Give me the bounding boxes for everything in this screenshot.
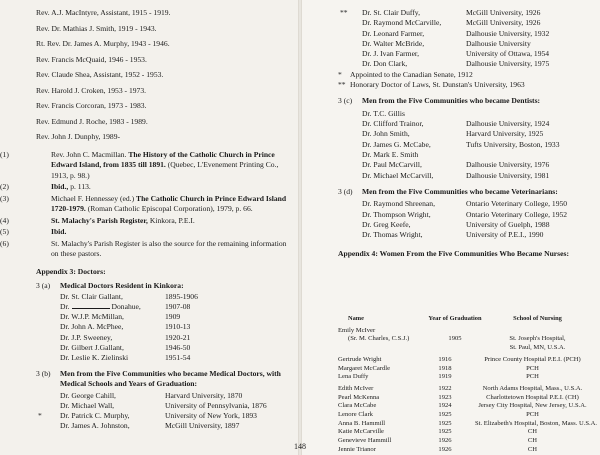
nurse-name: Emily McIver [338, 326, 376, 334]
nursing-school: PCH [526, 373, 539, 381]
table-row [338, 411, 590, 420]
nurse-name: Katie McCarville [338, 428, 384, 436]
table-row [338, 327, 590, 336]
nurse-name: Lena Duffy [338, 373, 369, 381]
list-item: Dr. Michael McCarvill, Dalhousie University, 1981 [362, 170, 550, 180]
section-label: 3 (d) [338, 186, 353, 196]
table-header [338, 315, 590, 324]
section-label: 3 (b) [36, 368, 51, 378]
nursing-school: Charlottetown Hospital P.E.I. (CH) [486, 393, 579, 401]
list-item: Dr. Gilbert J.Gallant, 1946-50 [60, 342, 191, 352]
footnote-title: St. Malachy's Parish Register, [51, 215, 148, 225]
table-row [338, 428, 590, 437]
nursing-school: St. Paul, MN, U.S.A. [509, 344, 566, 352]
pastor-entry: Rev. Claude Shea, Assistant, 1952 - 1953. [36, 70, 164, 79]
column-header: School of Nursing [513, 315, 562, 322]
column-header: Year of Graduation [428, 315, 482, 322]
graduation-year: 1918 [438, 364, 452, 372]
nursing-school: CH [527, 437, 538, 445]
nursing-school: PCH [526, 364, 539, 372]
list-item: Dr. W.J.P. McMillan, 1909 [60, 312, 181, 322]
section-3a-heading [36, 281, 291, 292]
footnote [0, 216, 291, 227]
table-row [338, 335, 590, 344]
left-column [0, 8, 291, 432]
list-item: ** Dr. St. Clair Duffy, McGill University, 1926 [340, 8, 541, 17]
nursing-school: North Adams Hospital, Mass., U.S.A. [482, 384, 583, 392]
graduation-year: 1926 [438, 437, 452, 445]
list-item: Dr. Donahue, 1907-08 [60, 301, 191, 311]
dentists-list [338, 109, 588, 181]
graduation-year: 1916 [438, 355, 452, 363]
section-label: 3 (a) [36, 281, 51, 290]
graduation-year: 1925 [438, 411, 452, 419]
footnote-number: (2) [0, 182, 9, 191]
column-header: Name [348, 315, 364, 322]
footnote [0, 227, 291, 238]
list-item: Dr. St. Clair Gallant, 1895-1906 [60, 291, 198, 301]
section-3c-heading [338, 96, 588, 107]
footnote-text: Michael F. Hennessey (ed.) [51, 193, 137, 203]
nurse-name: Anna B. Hammill [338, 419, 386, 427]
pastor-entry: Rev. Francis Corcoran, 1973 - 1983. [36, 101, 147, 110]
footnote-text: Rev. John C. Macmillan. [51, 149, 129, 159]
graduation-year: 1919 [438, 373, 452, 381]
table-row [338, 365, 590, 374]
pastor-entry: Rev. Dr. Mathias J. Smith, 1919 - 1943. [36, 23, 157, 33]
graduation-year: 1926 [438, 445, 452, 453]
right-column [338, 8, 588, 262]
nursing-school: St. Joseph's Hospital, [509, 335, 566, 343]
list-item: Dr. Leslie K. Zielinski 1951-54 [60, 353, 191, 363]
list-item: Dr. Walter McBride, Dalhousie University [362, 38, 531, 48]
footnote-number: (5) [0, 227, 9, 236]
footnote-title: The Catholic Church in Prince Edward Island 1720-1979. [51, 193, 287, 213]
note: * Appointed to the Canadian Senate, 1912 [338, 69, 473, 79]
list-item: Dr. Thompson Wright, Ontario Veterinary College, 1952 [362, 209, 568, 219]
nurse-name: Edith McIver [338, 384, 374, 392]
pastor-entry: Rev. Francis McQuaid, 1946 - 1953. [36, 54, 147, 64]
list-item: Dr. Clifford Trainor, Dalhousie University, 1924 [362, 119, 550, 129]
medical-doctors-list [36, 391, 291, 432]
table-row [338, 344, 590, 353]
book-gutter [298, 0, 302, 455]
footnote-title: Ibid., [51, 182, 69, 191]
section-3b-heading [36, 369, 291, 390]
nursing-school [475, 327, 590, 336]
pastor-entry: Rev. Edmund J. Roche, 1983 - 1989. [36, 116, 148, 126]
nurse-name: Gertrude Wright [338, 355, 382, 363]
pastor-entry: Rev. A.J. MacIntyre, Assistant, 1915 - 1919. [36, 8, 171, 17]
veterinarians-list [338, 199, 588, 240]
blank-line [72, 302, 110, 309]
table-row [338, 385, 590, 394]
list-item: Dr. James A. Johnston, McGill University, 1897 [60, 421, 240, 431]
section-3d-heading [338, 187, 588, 198]
pastor-entry: Rev. John J. Dunphy, 1989- [36, 132, 121, 141]
list-item: Dr. John A. McPhee, 1910-13 [60, 322, 191, 332]
list-item: * Dr. Patrick C. Murphy, University of New York, 1893 [38, 411, 257, 421]
nursing-school: Prince County Hospital P.E.I. (PCH) [484, 355, 581, 363]
list-item: Dr. Raymond McCarville, McGill University, 1926 [362, 18, 541, 28]
graduation-year: 1925 [438, 428, 452, 436]
appendix-4-title: Appendix 4: Women From the Five Communities Who Became Nurses: [338, 248, 569, 258]
footnote-text: (Roman Catholic Episcopal Corporation), 1979, p. 66. [85, 204, 253, 213]
section-heading: Medical Doctors Resident in Kinkora: [60, 281, 184, 290]
footnote-text: p. 113. [68, 182, 91, 191]
nurse-name: (Sr. M. Charles, C.S.J.) [348, 335, 410, 343]
footnote [0, 150, 291, 182]
section-label: 3 (c) [338, 96, 353, 106]
section-heading: Men from the Five Communities who became Dentists: [362, 96, 541, 106]
footnote [0, 194, 291, 215]
asterisk-notes [338, 70, 588, 91]
nurse-name: Clara McCabe [338, 402, 377, 410]
table-row [338, 373, 590, 382]
footnote-number: (1) [0, 149, 9, 159]
footnote-title: Ibid. [51, 227, 67, 236]
list-item: Dr. J. Ivan Farmer, University of Ottawa, 1954 [362, 49, 550, 59]
list-item: Dr. Michael Wall, University of Pennsylvania, 1876 [60, 400, 267, 410]
table-row [338, 402, 590, 411]
graduation-year: 1925 [438, 419, 452, 427]
list-item: Dr. Greg Keefe, University of Guelph, 1988 [362, 220, 550, 230]
graduation-year: 1924 [438, 402, 452, 410]
graduation-year: 1905 [448, 335, 462, 343]
nurse-name: Pearl McKenna [338, 393, 380, 401]
resident-doctors-list [36, 292, 291, 364]
graduation-year: 1923 [438, 393, 452, 401]
list-item: Dr. Leonard Farmer, Dalhousie University, 1932 [362, 28, 550, 38]
footnote-text: (Quebec, L'Evenement Printing Co., 1913, p. 98.) [51, 160, 279, 180]
nursing-school: CH [527, 445, 538, 453]
footnote-number: (6) [0, 238, 9, 248]
note: ** Honorary Doctor of Laws, St. Dunstan's University, 1963 [338, 80, 525, 90]
nursing-school: St. Elizabeth's Hospital, Boston, Mass. U.S.A. [475, 419, 598, 427]
nurse-name: Margaret McCardle [338, 364, 391, 372]
medical-doctors-list-continued [338, 8, 588, 70]
nurse-name: Genevieve Hammill [338, 437, 392, 445]
list-item: Dr. James G. McCabe, Tufts University, Boston, 1933 [362, 139, 560, 149]
list-item: Dr. Don Clark, Dalhousie University, 1975 [362, 59, 550, 69]
nurse-name [338, 344, 425, 353]
pastor-list [36, 8, 291, 148]
table-row [338, 419, 598, 429]
graduation-year [415, 327, 475, 336]
footnote-number: (3) [0, 193, 9, 203]
footnote-title: The History of the Catholic Church in Prince Edward Island, from 1835 till 1891. [51, 149, 275, 169]
list-item: Dr. Paul McCarvill, Dalhousie University, 1976 [362, 160, 550, 170]
page-number: 148 [294, 442, 306, 451]
graduation-year: 1922 [438, 384, 452, 392]
list-item: Dr. J.P. Sweeney, 1920-21 [60, 332, 191, 342]
pastor-entry: Rev. Harold J. Croken, 1953 - 1973. [36, 85, 147, 95]
list-item: Dr. Mark E. Smith [362, 150, 419, 160]
pastor-entry: Rt. Rev. Dr. James A. Murphy, 1943 - 1946. [36, 39, 170, 48]
nursing-school: CH [527, 428, 538, 436]
list-item: Dr. George Cahill, Harvard University, 1870 [60, 390, 243, 400]
nurses-table [338, 315, 598, 455]
footnotes [0, 150, 291, 260]
footnote-number: (4) [0, 215, 9, 225]
list-item: Dr. Thomas Wright, University of P.E.I., 1990 [362, 230, 544, 240]
nursing-school: PCH [526, 411, 539, 419]
table-row [338, 394, 590, 403]
footnote [0, 182, 291, 193]
list-item: Dr. T.C. Gillis [362, 108, 405, 118]
footnote-text: Kinkora, P.E.I. [147, 215, 195, 225]
table-body [338, 326, 598, 455]
list-item: Dr. John Smith, Harvard University, 1925 [362, 129, 544, 139]
list-item: Dr. Raymond Shreenan, Ontario Veterinary College, 1950 [362, 199, 568, 209]
appendix-3-title: Appendix 3: Doctors: [36, 266, 106, 276]
graduation-year [425, 344, 485, 353]
nurse-name: Lenore Clark [338, 411, 373, 419]
nurse-name: Jennie Trianor [338, 445, 376, 453]
table-row [338, 356, 590, 365]
footnote-text: St. Malachy's Parish Register is also the source for the remaining information on these pastors. [51, 238, 287, 258]
section-heading: Men from the Five Communities who became Veterinarians: [362, 186, 558, 196]
section-heading: Men from the Five Communities who became Medical Doctors, with Medical Schools and Years of Graduation: [60, 368, 281, 389]
nursing-school: Jersey City Hospital, New Jersey, U.S.A. [478, 402, 587, 410]
footnote [0, 239, 291, 260]
